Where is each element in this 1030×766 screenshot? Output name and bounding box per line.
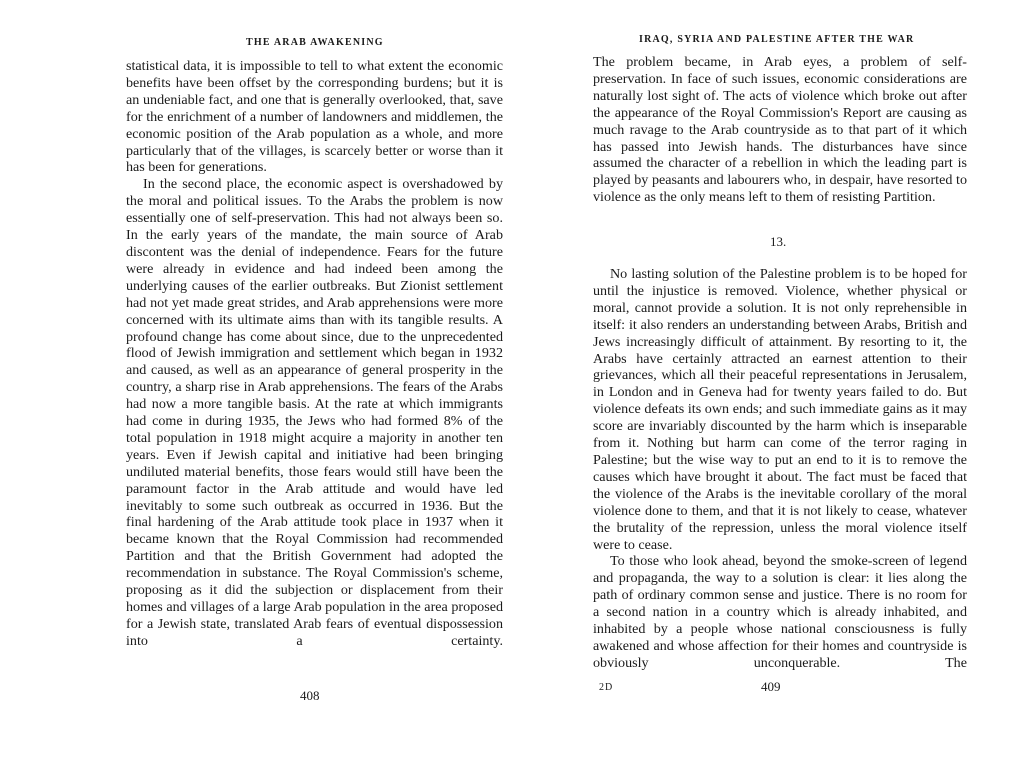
right-page-bottom-body — [593, 266, 967, 672]
paragraph: To those who look ahead, beyond the smoke-screen of legend and propaganda, the way to a solution is clear: it lies along the path of ordinary common sense and justice. There is no room for a second nation in a country which is already inhabited, and inhabited by a people whose national consciousness is fully awakened and whose affection for their homes and countryside is obviously unconquerable. The — [593, 553, 967, 671]
left-page-body — [126, 58, 503, 650]
section-number: 13. — [770, 234, 787, 249]
running-head-left: THE ARAB AWAKENING — [246, 37, 384, 48]
paragraph: No lasting solution of the Palestine problem is to be hoped for until the injustice is removed. Violence, whether physical or moral, cannot provide a solution. It is not only reprehensible in itself: it also renders an understanding between Arabs, British and Jews increasingly difficult of attainment. By resorting to it, the Arabs have certainly attracted an earnest attention to their grievances, which all their peaceful representations in Jerusalem, in London and in Geneva had for twenty years failed to do. But violence defeats its own ends; and such immediate gains as it may score are invariably discounted by the harm which is inseparable from it. Nothing but harm can come of the terror raging in Palestine; but the wise way to put an end to it is to remove the causes which have brought it about. The fact must be faced that the violence of the Arabs is the inevitable corollary of the moral violence done to them, and that it is not likely to cease, whatever the brutality of the repression, unless the moral violence itself were to cease. — [593, 266, 967, 553]
page-number-right: 409 — [761, 679, 781, 694]
paragraph: statistical data, it is impossible to tell to what extent the economic benefits have been offset by the corresponding burdens; but it is an undeniable fact, and one that is generally overlooked, that, save for the enrichment of a number of landowners and middlemen, the economic position of the Arab population as a whole, and more particularly that of the villages, is scarcely better or worse than it has been for generations. — [126, 58, 503, 176]
signature-mark: 2D — [599, 682, 614, 693]
running-head-right: IRAQ, SYRIA AND PALESTINE AFTER THE WAR — [639, 34, 915, 45]
right-page-top-body — [593, 54, 967, 206]
paragraph: In the second place, the economic aspect is overshadowed by the moral and political issues. To the Arabs the problem is now essentially one of self-preservation. This had not always been so. In the early years of the mandate, the main source of Arab discontent was the denial of independence. Fears for the future were already in evidence and had indeed been among the underlying causes of the earlier outbreaks. But Zionist settlement had not yet made great strides, and Arab apprehensions were more concerned with its ultimate aims than with its tangible results. A profound change has come about since, due to the unprecedented flood of Jewish immigration and settlement which began in 1932 and caused, as well as an appearance of general prosperity in the country, a sharp rise in Arab apprehensions. The fears of the Arabs had now a more tangible basis. At the rate at which immigrants had come in during 1935, the Jews who had formed 8% of the total population in 1918 might acquire a majority in another ten years. Even if Jewish capital and initiative had been bringing undiluted material benefits, those fears would still have been the paramount factor in the Arab attitude and would have led inevitably to some such outbreak as occurred in 1936. But the final hardening of the Arab attitude took place in 1937 when it became known that the Royal Commission had recommended Partition and that the British Government had adopted the recommendation in substance. The Royal Commission's scheme, proposing as it did the subjection or displacement from their homes and villages of a large Arab population in the area proposed for a Jewish state, translated Arab fears of eventual dispossession into a certainty. — [126, 176, 503, 649]
right-page — [515, 0, 1030, 766]
paragraph: The problem became, in Arab eyes, a problem of self-preservation. In face of such issues, economic considerations are naturally lost sight of. The acts of violence which broke out after the appearance of the Royal Commission's Report are causing as much ravage to the Arab countryside as to that part of it which has passed into Jewish hands. The disturbances have since assumed the character of a rebellion in which the leading part is played by peasants and labourers who, in despair, have resorted to violence as the only means left to them of resisting Partition. — [593, 54, 967, 206]
page-number-left: 408 — [300, 688, 320, 703]
